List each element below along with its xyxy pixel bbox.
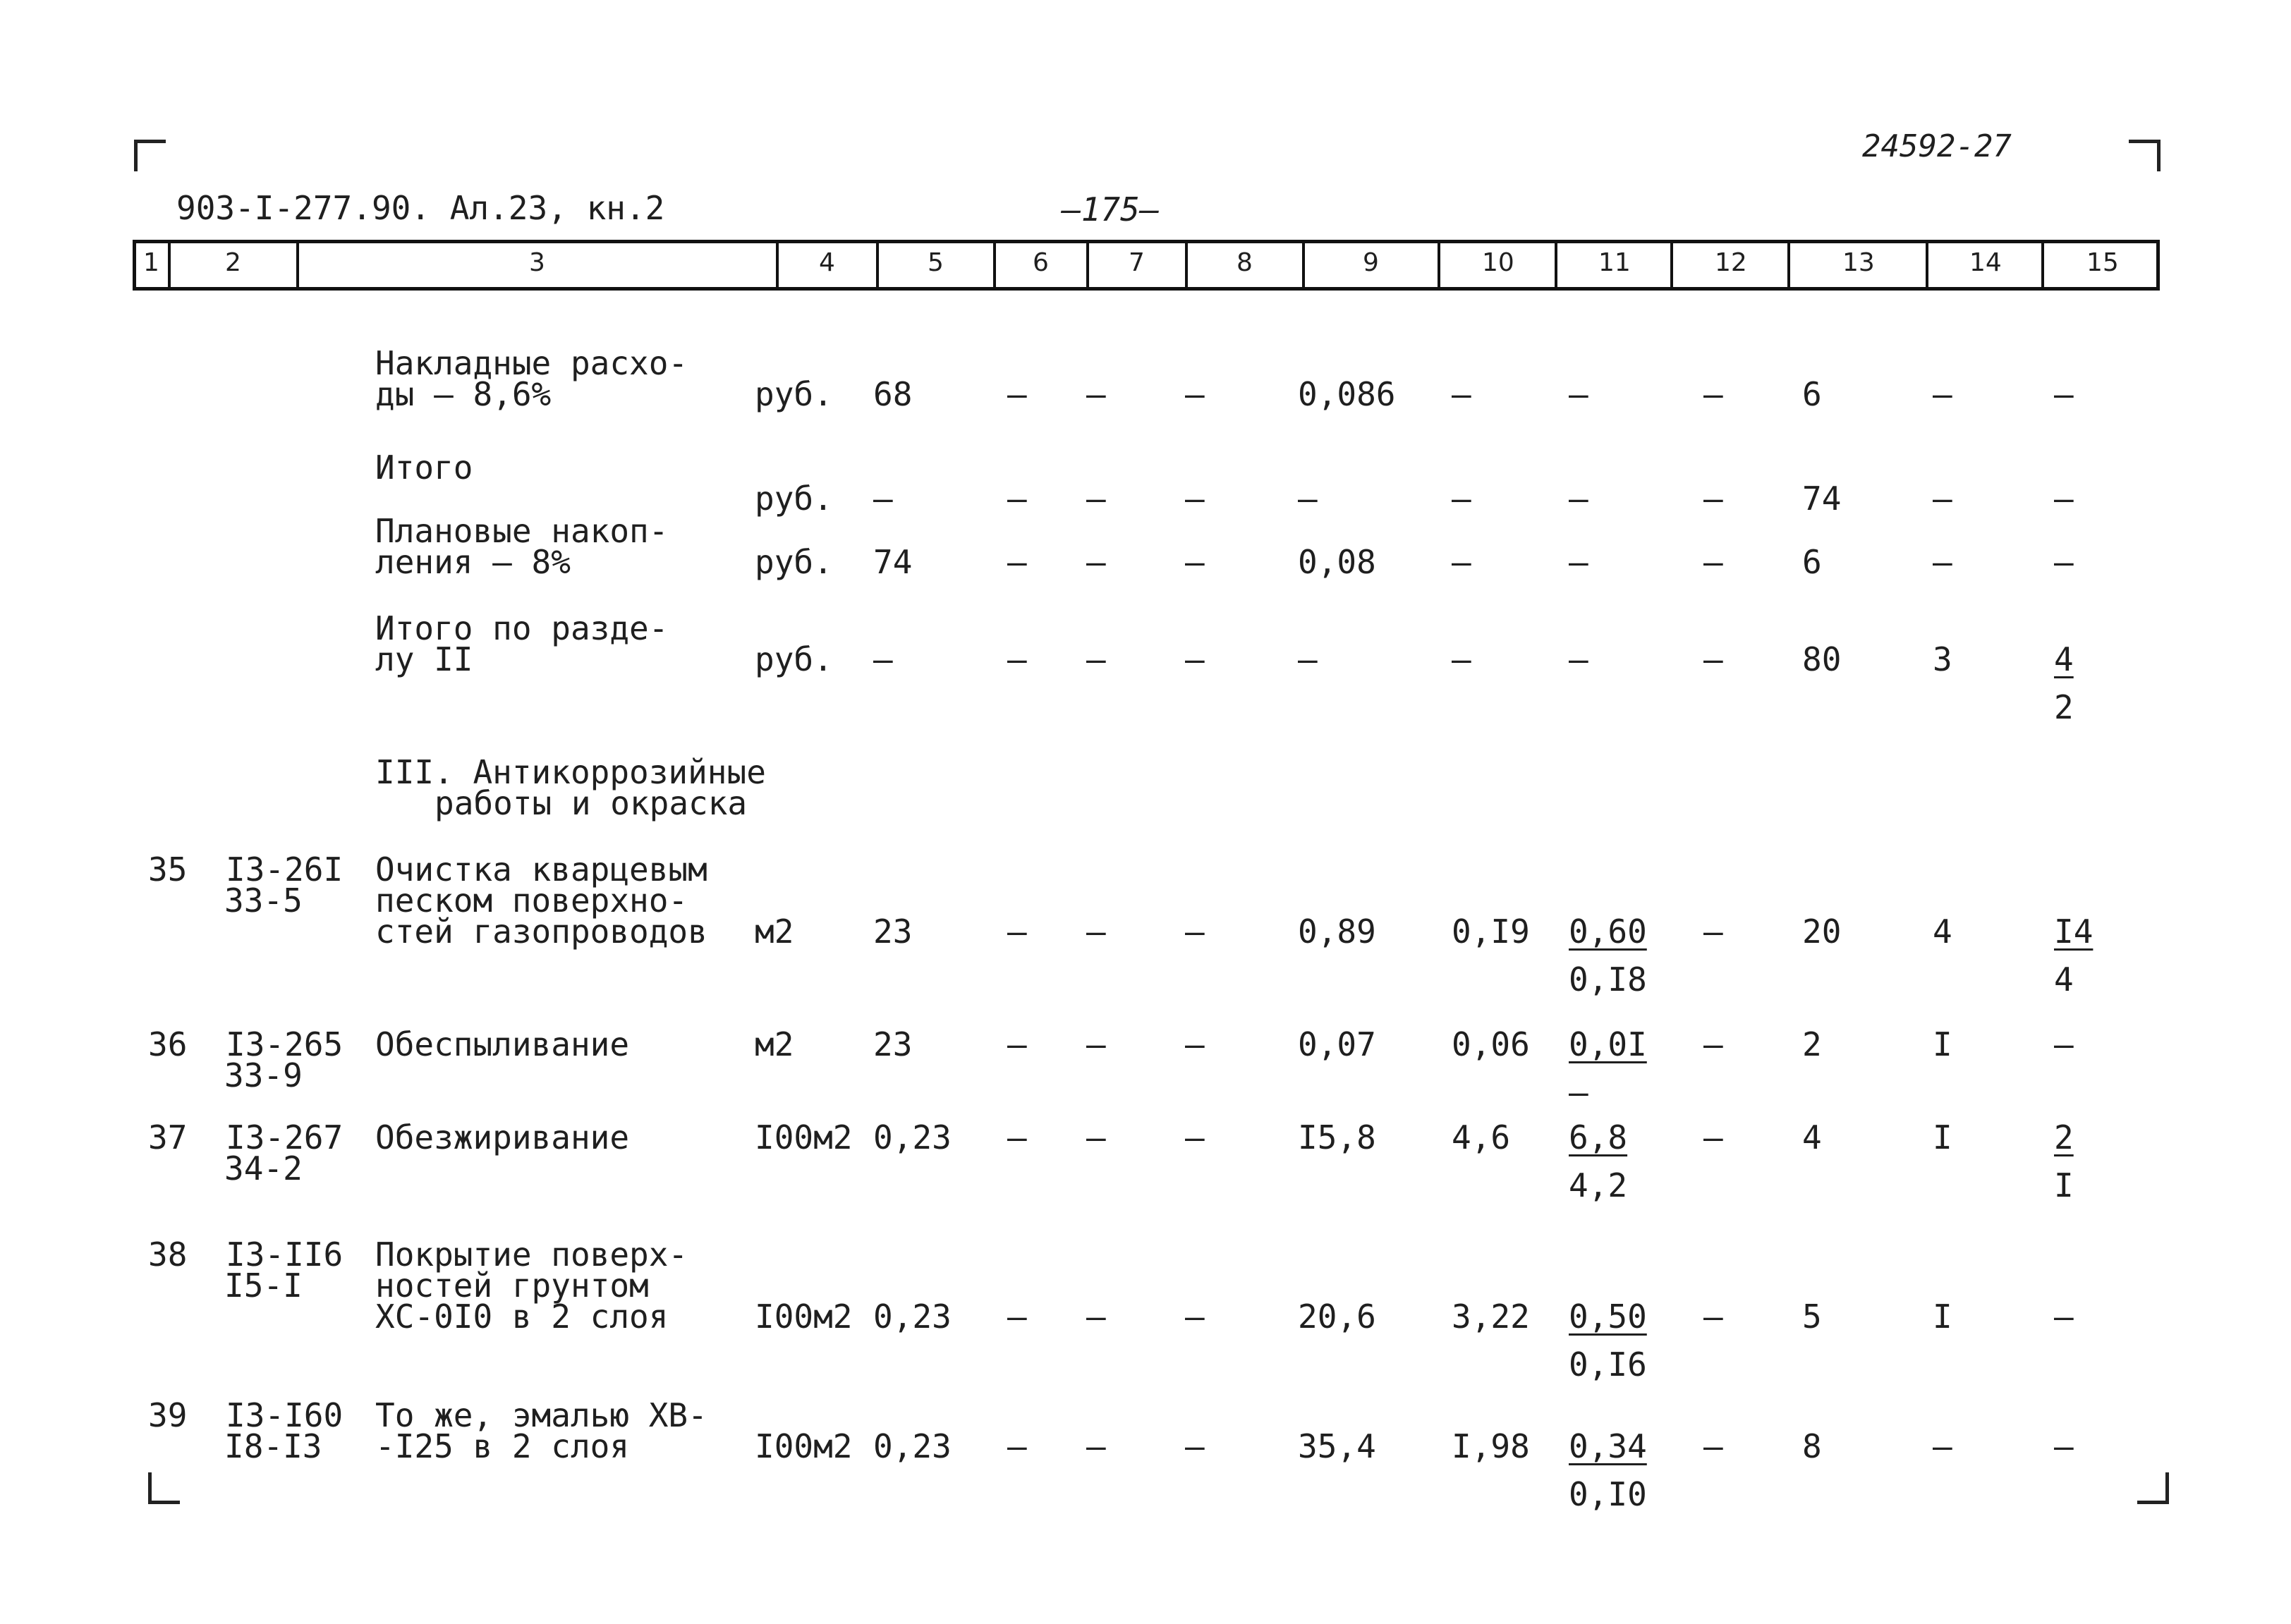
column-12-cell: – [1703,543,1723,581]
norm-code: 33-9 [224,1056,303,1094]
column-7-cell: – [1086,543,1106,581]
column-7-cell: – [1086,912,1106,951]
column-12-cell: – [1703,1118,1723,1156]
column-14-cell: – [1933,1427,1952,1465]
column-11-cell: 0,50 [1569,1298,1647,1336]
column-divider [1438,240,1440,291]
column-9-cell: 20,6 [1298,1298,1376,1336]
column-11-subvalue: 4,2 [1569,1166,1628,1204]
column-14-cell: – [1933,375,1952,413]
column-14-cell: 3 [1933,640,1952,678]
column-12-cell: – [1703,1298,1723,1336]
column-number-8: 8 [1236,248,1253,277]
column-13-cell: 6 [1802,543,1822,581]
column-6-cell: – [1007,543,1027,581]
column-11-cell: – [1569,543,1588,581]
column-8-cell: – [1185,1118,1205,1156]
column-number-12: 12 [1715,248,1747,277]
work-name: ды – 8,6% [375,375,552,413]
column-10-cell: 0,06 [1452,1025,1530,1063]
column-15-subvalue: 2 [2054,688,2074,726]
column-15-subvalue: 4 [2054,960,2074,999]
column-13-cell: 5 [1802,1298,1822,1336]
column-number-15: 15 [2086,248,2119,277]
corner-mark-top-right [2129,140,2161,171]
page-number: —175— [1062,190,1160,228]
column-11-cell: 6,8 [1569,1118,1628,1156]
column-9-cell: 0,07 [1298,1025,1376,1063]
column-9-cell: – [1298,480,1318,518]
row-number: 39 [148,1396,188,1434]
work-name: Накладные расхо- [375,344,688,382]
column-7-cell: – [1086,1025,1106,1063]
column-11-subvalue: 0,I6 [1569,1345,1647,1384]
corner-mark-top-left [134,140,166,171]
work-name: -I25 в 2 слоя [375,1427,630,1465]
column-15-cell: – [2054,1025,2074,1063]
quantity-cell: 74 [873,543,913,581]
column-8-cell: – [1185,1025,1205,1063]
column-number-6: 6 [1033,248,1049,277]
column-12-cell: – [1703,640,1723,678]
column-6-cell: – [1007,1118,1027,1156]
row-number: 37 [148,1118,188,1156]
work-name: Покрытие поверх- [375,1235,688,1274]
unit-cell: руб. [755,480,833,518]
norm-code: I8-I3 [224,1427,322,1465]
norm-code: I5-I [224,1266,303,1305]
norm-code: I3-II6 [226,1235,344,1274]
column-15-cell: 2 [2054,1118,2074,1156]
column-9-cell: I5,8 [1298,1118,1376,1156]
column-divider [2041,240,2044,291]
column-number-9: 9 [1363,248,1379,277]
column-13-cell: 20 [1802,912,1842,951]
column-6-cell: – [1007,375,1027,413]
column-14-cell: – [1933,480,1952,518]
column-8-cell: – [1185,543,1205,581]
column-6-cell: – [1007,640,1027,678]
column-number-7: 7 [1129,248,1145,277]
column-8-cell: – [1185,1298,1205,1336]
column-14-cell: I [1933,1298,1952,1336]
column-number-10: 10 [1482,248,1514,277]
column-13-cell: 4 [1802,1118,1822,1156]
column-15-cell: – [2054,375,2074,413]
column-7-cell: – [1086,1118,1106,1156]
column-divider [1185,240,1188,291]
column-11-cell: – [1569,640,1588,678]
quantity-cell: – [873,480,893,518]
column-10-cell: – [1452,480,1471,518]
column-divider [1787,240,1790,291]
column-9-cell: 35,4 [1298,1427,1376,1465]
unit-cell: м2 [755,1025,794,1063]
work-name: ХС-0I0 в 2 слоя [375,1298,669,1336]
column-7-cell: – [1086,640,1106,678]
column-6-cell: – [1007,1427,1027,1465]
work-name: Очистка кварцевым [375,850,707,889]
column-13-cell: 8 [1802,1427,1822,1465]
column-15-cell: – [2054,1427,2074,1465]
unit-cell: I00м2 [755,1427,853,1465]
work-name: Обезжиривание [375,1118,630,1156]
quantity-cell: 0,23 [873,1118,952,1156]
column-divider [168,240,171,291]
row-number: 35 [148,850,188,889]
column-6-cell: – [1007,480,1027,518]
column-11-cell: 0,34 [1569,1427,1647,1465]
column-divider [1670,240,1673,291]
work-name: песком поверхно- [375,881,688,920]
quantity-cell: 23 [873,1025,913,1063]
column-15-cell: – [2054,480,2074,518]
column-number-4: 4 [819,248,835,277]
norm-code: 34-2 [224,1149,303,1188]
column-10-cell: I,98 [1452,1427,1530,1465]
column-number-14: 14 [1969,248,2002,277]
column-divider [993,240,996,291]
column-12-cell: – [1703,480,1723,518]
unit-cell: руб. [755,640,833,678]
norm-code: I3-I60 [226,1396,344,1434]
column-divider [876,240,879,291]
column-10-cell: 0,I9 [1452,912,1530,951]
quantity-cell: 68 [873,375,913,413]
column-divider [1302,240,1305,291]
column-number-2: 2 [225,248,241,277]
document-code: 903-I-277.90. Ал.23, кн.2 [176,189,665,227]
column-12-cell: – [1703,912,1723,951]
column-13-cell: 2 [1802,1025,1822,1063]
unit-cell: I00м2 [755,1298,853,1336]
column-9-cell: 0,086 [1298,375,1396,413]
quantity-cell: 23 [873,912,913,951]
norm-code: I3-265 [226,1025,344,1063]
work-name: То же, эмалью ХВ- [375,1396,707,1434]
norm-code: 33-5 [224,881,303,920]
column-number-5: 5 [928,248,944,277]
column-11-subvalue: – [1569,1073,1588,1111]
column-divider [1086,240,1089,291]
column-15-cell: – [2054,543,2074,581]
column-8-cell: – [1185,1427,1205,1465]
column-12-cell: – [1703,375,1723,413]
column-11-subvalue: 0,I0 [1569,1475,1647,1513]
work-name: ностей грунтом [375,1266,649,1305]
column-7-cell: – [1086,375,1106,413]
column-10-cell: – [1452,375,1471,413]
unit-cell: м2 [755,912,794,951]
column-10-cell: – [1452,640,1471,678]
stamp-number: 24592-27 [1862,128,2012,164]
column-13-cell: 80 [1802,640,1842,678]
work-name: Итого по разде- [375,609,669,647]
column-11-cell: – [1569,480,1588,518]
column-10-cell: 4,6 [1452,1118,1511,1156]
column-12-cell: – [1703,1025,1723,1063]
column-7-cell: – [1086,1427,1106,1465]
column-6-cell: – [1007,1025,1027,1063]
column-9-cell: 0,08 [1298,543,1376,581]
corner-mark-bottom-left [148,1472,180,1504]
column-15-cell: I4 [2054,912,2094,951]
column-14-cell: – [1933,543,1952,581]
column-10-cell: – [1452,543,1471,581]
column-divider [776,240,779,291]
corner-mark-bottom-right [2137,1472,2169,1504]
quantity-cell: 0,23 [873,1427,952,1465]
column-number-1: 1 [143,248,159,277]
unit-cell: I00м2 [755,1118,853,1156]
column-8-cell: – [1185,480,1205,518]
column-10-cell: 3,22 [1452,1298,1530,1336]
quantity-cell: 0,23 [873,1298,952,1336]
column-8-cell: – [1185,375,1205,413]
column-15-cell: – [2054,1298,2074,1336]
column-14-cell: I [1933,1118,1952,1156]
column-9-cell: 0,89 [1298,912,1376,951]
quantity-cell: – [873,640,893,678]
column-7-cell: – [1086,1298,1106,1336]
column-15-subvalue: I [2054,1166,2074,1204]
section-title: III. Антикоррозийные [375,753,766,791]
unit-cell: руб. [755,543,833,581]
column-14-cell: I [1933,1025,1952,1063]
norm-code: I3-267 [226,1118,344,1156]
column-number-13: 13 [1842,248,1875,277]
column-13-cell: 74 [1802,480,1842,518]
column-6-cell: – [1007,1298,1027,1336]
column-12-cell: – [1703,1427,1723,1465]
work-name: Обеспыливание [375,1025,630,1063]
column-11-cell: – [1569,375,1588,413]
column-11-cell: 0,0I [1569,1025,1647,1063]
column-13-cell: 6 [1802,375,1822,413]
column-7-cell: – [1086,480,1106,518]
work-name: Итого [375,448,473,487]
column-8-cell: – [1185,912,1205,951]
work-name: Плановые накоп- [375,512,669,550]
column-11-subvalue: 0,I8 [1569,960,1647,999]
column-number-11: 11 [1598,248,1631,277]
work-name: лу II [375,640,473,678]
column-6-cell: – [1007,912,1027,951]
column-14-cell: 4 [1933,912,1952,951]
work-name: стей газопроводов [375,912,707,951]
column-divider [1555,240,1557,291]
column-9-cell: – [1298,640,1318,678]
unit-cell: руб. [755,375,833,413]
column-number-3: 3 [529,248,545,277]
section-title: работы и окраска [435,784,748,822]
column-8-cell: – [1185,640,1205,678]
norm-code: I3-26I [226,850,344,889]
row-number: 36 [148,1025,188,1063]
row-number: 38 [148,1235,188,1274]
column-15-cell: 4 [2054,640,2074,678]
column-11-cell: 0,60 [1569,912,1647,951]
work-name: ления – 8% [375,543,571,581]
column-divider [1926,240,1928,291]
column-divider [296,240,299,291]
